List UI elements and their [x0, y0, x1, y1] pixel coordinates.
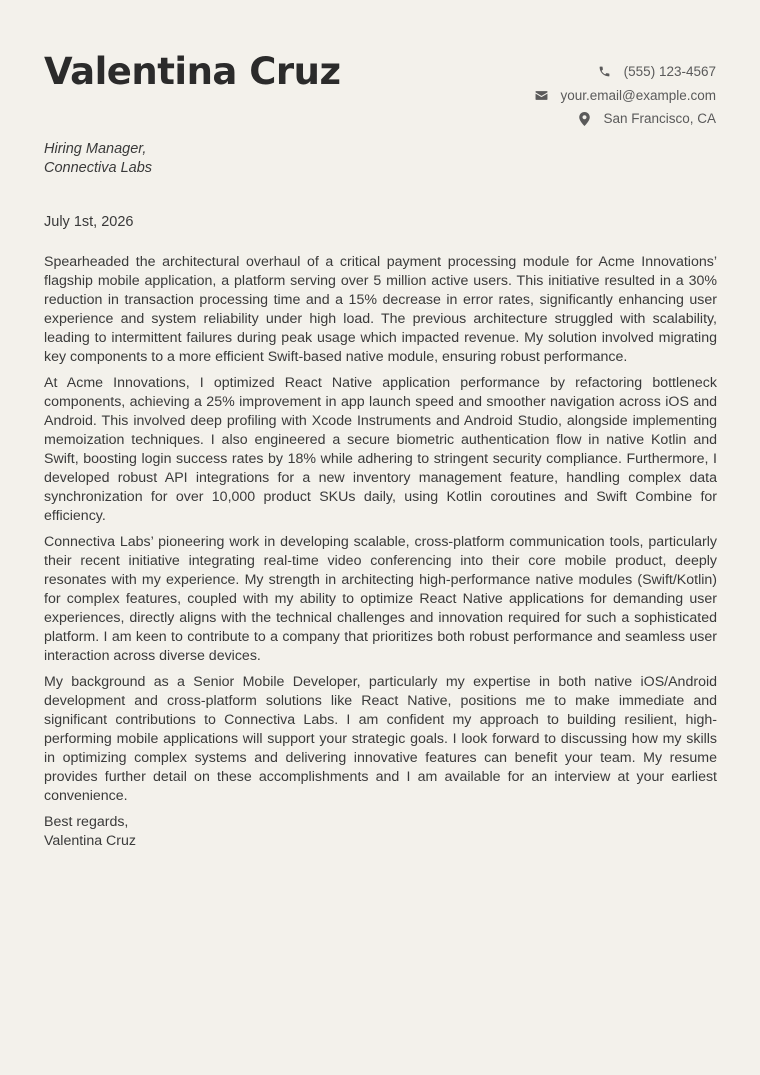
letter-header [44, 48, 716, 138]
contact-email-row [534, 84, 716, 108]
letter-date: July 1st, 2026 [44, 214, 134, 230]
letter-body [44, 253, 717, 851]
recipient-company: Connectiva Labs [44, 160, 153, 176]
contact-location: San Francisco, CA [603, 111, 716, 127]
contact-location-row [534, 107, 716, 131]
body-paragraph: Spearheaded the architectural overhaul of a critical payment processing module for Acme Innovations’ flagship mobile application, a platform serving over 5 million active users. This initiative resulted in a 30% reduction in transaction processing time and a 15% decrease in error rates, significantly enhancing user experience and system reliability under high load. The previous architecture struggled with scalability, leading to intermittent failures during peak usage which impacted revenue. My solution involved migrating key components to a more efficient Swift-based native module, ensuring robust performance. [44, 254, 717, 365]
phone-icon [598, 65, 612, 79]
body-paragraph: At Acme Innovations, I optimized React Native application performance by refactoring bottleneck components, achieving a 25% improvement in app launch speed and smoother navigation across iOS and Android. This involved deep profiling with Xcode Instruments and Android Studio, alongside implementing memoization techniques. I also engineered a secure biometric authentication flow in native Kotlin and Swift, boosting login success rates by 18% while adhering to stringent security compliance. Furthermore, I developed robust API integrations for a new inventory management feature, handling complex data synchronization for over 10,000 product SKUs daily, using Kotlin coroutines and Swift Combine for efficiency. [44, 375, 717, 524]
closing-salutation: Best regards, [44, 814, 129, 830]
recipient-block [44, 140, 152, 178]
closing-signature: Valentina Cruz [44, 833, 137, 849]
envelope-icon [534, 88, 548, 102]
contact-email: your.email@example.com [560, 87, 716, 103]
contact-phone: (555) 123-4567 [623, 64, 716, 80]
map-pin-icon [577, 112, 591, 126]
body-paragraph: Connectiva Labs’ pioneering work in developing scalable, cross-platform communication tools, particularly their recent initiative integrating real-time video conferencing into their core mobile product, deeply resonates with my experience. My strength in architecting high-performance native modules (Swift/Kotlin) for complex features, coupled with my ability to optimize React Native applications for demanding user experiences, directly aligns with the technical challenges and innovation required for such a sophisticated platform. I am keen to contribute to a company that prioritizes both robust performance and seamless user interaction across diverse devices. [44, 534, 717, 664]
body-paragraph: My background as a Senior Mobile Developer, particularly my expertise in both native iOS/Android development and cross-platform solutions like React Native, positions me to make immediate and significant contributions to Connectiva Labs. I am confident my approach to building resilient, high-performing mobile applications will support your strategic goals. I look forward to discussing how my skills in optimizing complex systems and delivering innovative features can benefit your team. My resume provides further detail on these accomplishments and I am available for an interview at your earliest convenience. [44, 674, 717, 804]
contact-phone-row [534, 60, 716, 84]
recipient-title: Hiring Manager, [44, 141, 147, 157]
closing-block [44, 813, 717, 851]
contact-block [534, 60, 716, 131]
applicant-name: Valentina Cruz [44, 50, 341, 93]
